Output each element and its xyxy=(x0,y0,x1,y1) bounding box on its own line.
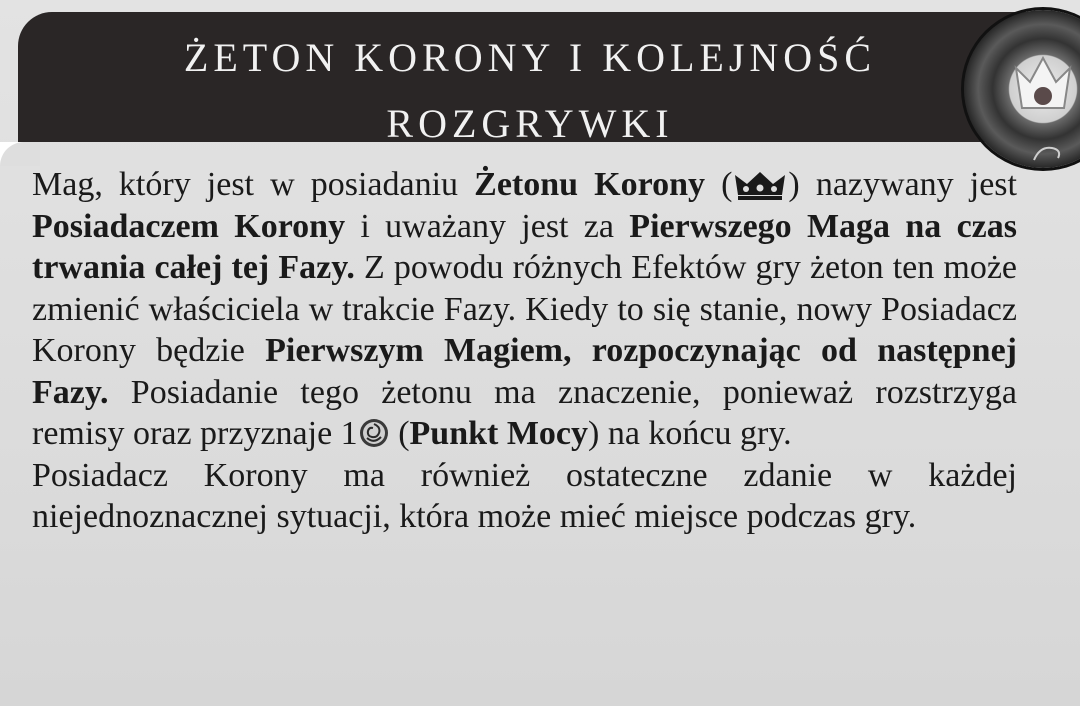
text-segment: Posiadanie tego żetonu ma znaczenie, ponieważ rozstrzyga remisy oraz przyznaje 1 xyxy=(32,373,1017,452)
text-segment: ) na końcu gry. xyxy=(588,415,792,452)
section-header xyxy=(0,12,1040,162)
text-segment: ( xyxy=(705,166,733,203)
term-crown-holder: Posiadaczem Korony xyxy=(32,207,346,245)
rose-icon xyxy=(358,417,390,449)
crown-icon xyxy=(732,169,788,201)
rules-text xyxy=(32,164,1017,538)
text-segment: Z powodu różnych Efektów gry żeton ten może zmienić właściciela w trakcie Fazy. Kiedy to się stanie, nowy Posiadacz Korony będzie xyxy=(32,249,1017,369)
term-crown-token: Żetonu Korony xyxy=(474,166,705,203)
term-first-mage: Pierwszego Maga na czas trwania całej tej Fazy. xyxy=(32,207,1017,286)
text-segment: Mag, który jest w posiadaniu xyxy=(32,166,475,203)
term-power-point: Punkt Mocy xyxy=(409,415,589,452)
text-segment: ) nazywany jest xyxy=(788,166,1017,203)
title-line-2: ROZGRYWKI xyxy=(386,101,674,146)
title-line-1: ŻETON KORONY I KOLEJNOŚĆ xyxy=(183,35,877,80)
paragraph-2: Posiadacz Korony ma również ostateczne zdanie w każdej niejednoznacznej sytuacji, która może mieć miejsce podczas gry. xyxy=(32,456,1017,535)
text-segment: ( xyxy=(389,415,410,452)
text-segment: i uważany jest za xyxy=(345,207,630,245)
term-first-mage-next-phase: Pierwszym Magiem, rozpoczynając od następnej Fazy. xyxy=(32,332,1017,411)
crown-token-icon xyxy=(964,10,1080,168)
crown-token-crown-icon xyxy=(964,10,1080,168)
paragraph-1 xyxy=(32,164,1017,455)
